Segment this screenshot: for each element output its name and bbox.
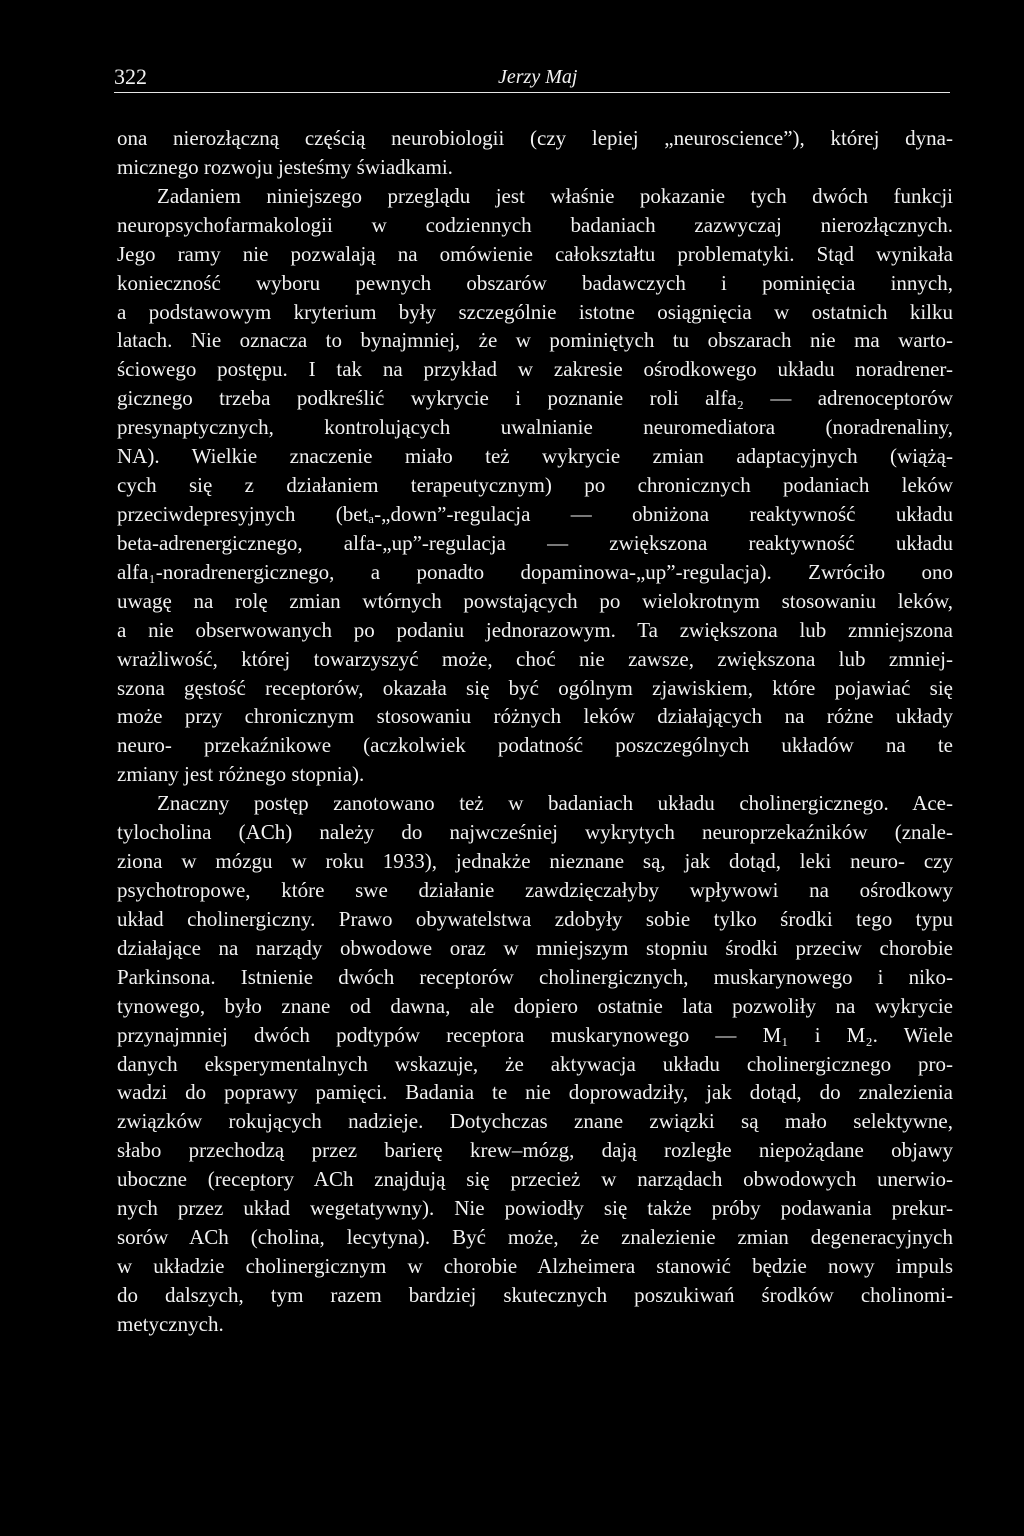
body-text [117, 124, 953, 1339]
text-line: w układzie cholinergicznym w chorobie Alzheimera stanowić będzie nowy impuls [117, 1253, 953, 1278]
text-line: Zadaniem niniejszego przeglądu jest właśnie pokazanie tych dwóch funkcji [157, 183, 953, 208]
text-line: ziona w mózgu w roku 1933), jednakże nieznane są, jak dotąd, leki neuro- czy [117, 849, 953, 874]
text-line: neuro- przekaźnikowe (aczkolwiek podatność poszczególnych układów na te [117, 733, 953, 758]
text-line: szona gęstość receptorów, okazała się być ogólnym zjawiskiem, które pojawiać się [117, 675, 953, 700]
text-line: a podstawowym kryterium były szczególnie istotne osiągnięcia w ostatnich kilku [117, 299, 953, 324]
text-line: presynaptycznych, kontrolujących uwalnianie neuromediatora (noradrenaliny, [117, 415, 953, 440]
paragraph [117, 789, 953, 1339]
running-head-author: Jerzy Maj [498, 66, 578, 88]
text-line: alfa₁-noradrenergicznego, a ponadto dopaminowa-„up”-regulacja). Zwróciło ono [117, 559, 953, 584]
text-line: beta-adrenergicznego, alfa-„up”-regulacja — zwiększona reaktywność układu [117, 530, 953, 555]
text-line: a nie obserwowanych po podaniu jednorazowym. Ta zwiększona lub zmniejszona [117, 617, 953, 642]
text-line: neuropsychofarmakologii w codziennych badaniach zazwyczaj nierozłącznych. [117, 212, 953, 237]
paragraph [117, 124, 953, 182]
running-head [114, 62, 950, 93]
text-line: uboczne (receptory ACh znajdują się przecież w narządach obwodowych unerwio- [117, 1167, 953, 1192]
page-number: 322 [114, 64, 147, 89]
text-line: micznego rozwoju jesteśmy świadkami. [117, 154, 453, 179]
text-line: wadzi do poprawy pamięci. Badania te nie doprowadziły, jak dotąd, do znalezienia [117, 1080, 953, 1105]
text-line: cych się z działaniem terapeutycznym) po chronicznych podaniach leków [117, 473, 953, 498]
text-line: Jego ramy nie pozwalają na omówienie całokształtu problematyki. Stąd wynikała [117, 241, 953, 266]
text-line: Parkinsona. Istnienie dwóch receptorów cholinergicznych, muskarynowego i niko- [117, 964, 953, 989]
text-line: konieczność wyboru pewnych obszarów badawczych i pominięcia innych, [117, 270, 953, 295]
text-line: słabo przechodzą przez barierę krew–mózg, dają rozległe niepożądane objawy [117, 1138, 953, 1163]
text-line: nych przez układ wegetatywny). Nie powiodły się także próby podawania prekur- [117, 1196, 953, 1221]
text-line: tylocholina (ACh) należy do najwcześniej wykrytych neuroprzekaźników (znale- [117, 820, 953, 845]
text-line: układ cholinergiczny. Prawo obywatelstwa zdobyły sobie tylko środki tego typu [117, 906, 953, 931]
text-line: działające na narządy obwodowe oraz w mniejszym stopniu środki przeciw chorobie [117, 935, 953, 960]
text-line: tynowego, było znane od dawna, ale dopiero ostatnie lata pozwoliły na wykrycie [117, 993, 953, 1018]
text-line: latach. Nie oznacza to bynajmniej, że w pominiętych tu obszarach nie ma warto- [117, 328, 953, 353]
text-line: do dalszych, tym razem bardziej skutecznych poszukiwań środków cholinomi- [117, 1282, 953, 1307]
text-line: uwagę na rolę zmian wtórnych powstających po wielokrotnym stosowaniu leków, [117, 588, 953, 613]
text-line: psychotropowe, które swe działanie zawdzięczałyby wpływowi na ośrodkowy [117, 877, 953, 902]
text-line: może przy chronicznym stosowaniu różnych leków działających na różne układy [117, 704, 953, 729]
text-line: ściowego postępu. I tak na przykład w zakresie ośrodkowego układu noradrener- [117, 357, 953, 382]
text-line: zmiany jest różnego stopnia). [117, 762, 365, 787]
text-line: przynajmniej dwóch podtypów receptora muskarynowego — M₁ i M₂. Wiele [117, 1022, 953, 1047]
paragraph [117, 182, 953, 789]
text-line: gicznego trzeba podkreślić wykrycie i poznanie roli alfa₂ — adrenoceptorów [117, 386, 953, 411]
text-line: metycznych. [117, 1311, 224, 1336]
text-line: NA). Wielkie znaczenie miało też wykrycie zmian adaptacyjnych (wiążą- [117, 444, 953, 469]
text-line: związków rokujących nadzieje. Dotychczas znane związki są mało selektywne, [117, 1109, 953, 1134]
text-line: sorów ACh (cholina, lecytyna). Być może, że znalezienie zmian degeneracyjnych [117, 1225, 953, 1250]
text-line: przeciwdepresyjnych (betₐ-„down”-regulacja — obniżona reaktywność układu [117, 501, 953, 526]
text-line: ona nierozłączną częścią neurobiologii (czy lepiej „neuroscience”), której dyna- [117, 126, 953, 150]
text-line: Znaczny postęp zanotowano też w badaniach układu cholinergicznego. Ace- [157, 791, 953, 816]
text-line: wrażliwość, której towarzyszyć może, choć nie zawsze, zwiększona lub zmniej- [117, 646, 953, 671]
text-line: danych eksperymentalnych wskazuje, że aktywacja układu cholinergicznego pro- [117, 1051, 953, 1076]
